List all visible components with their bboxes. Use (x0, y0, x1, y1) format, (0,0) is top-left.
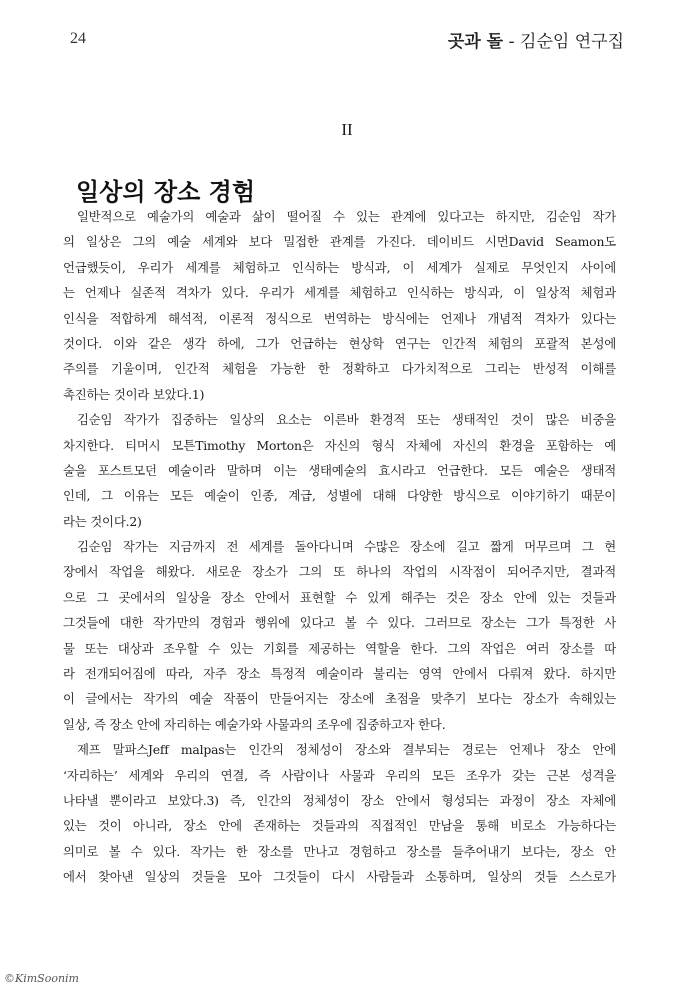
text-line: 나타낼 뿐이라고 보았다.3) 즉, 인간의 정체성이 장소 안에서 형성되는 과정이 장소 자체에 (63, 792, 616, 808)
page-number: 24 (70, 30, 86, 47)
text-line: 는 언제나 실존적 격차가 있다. 우리가 세계를 체험하고 인식하는 방식과, 이 일상적 체험과 (63, 285, 616, 301)
text-line: 에서 찾아낸 일상의 것들을 모아 그것들이 다시 사람들과 소통하며, 일상의 것들 스스로가 (63, 869, 616, 885)
text-line: 인데, 그 이유는 모든 예술이 인종, 계급, 성별에 대해 다양한 방식으로 이야기하기 때문이 (63, 488, 616, 504)
text-line: 김순임 작가가 집중하는 일상의 요소는 이른바 환경적 또는 생태적인 것이 많은 비중을 (77, 412, 616, 428)
text-line: 제프 말파스Jeff malpas는 인간의 정체성이 장소와 결부되는 경로는 언제나 장소 안에 (77, 742, 616, 758)
text-line: 라는 것이다.2) (63, 513, 142, 529)
text-line: 라 전개되어짐에 따라, 자주 장소 특정적 예술이라 불리는 영역 안에서 다뤄져 왔다. 하지만 (63, 666, 616, 682)
text-line: 촉진하는 것이라 보았다.1) (63, 386, 205, 402)
text-line: 장에서 작업을 해왔다. 새로운 장소가 그의 또 하나의 작업의 시작점이 되어주지만, 결과적 (63, 564, 616, 580)
text-line: 언급했듯이, 우리가 세계를 체험하고 인식하는 방식과, 이 세계가 실제로 무엇인지 사이에 (63, 259, 616, 275)
series-title: 곳과 돌 (447, 32, 504, 52)
text-line: 것이다. 이와 같은 생각 하에, 그가 언급하는 현상학 연구는 인간적 체험의 포괄적 본성에 (63, 335, 616, 351)
text-line: ‘자리하는’ 세계와 우리의 연결, 즉 사람이나 사물과 우리의 모든 조우가 갖는 근본 성격을 (63, 767, 616, 783)
text-line: 물 또는 대상과 조우할 수 있는 기회를 제공하는 역할을 한다. 그의 작업은 여러 장소를 따 (63, 640, 616, 656)
text-line: 의미로 볼 수 있다. 작가는 한 장소를 만나고 경험하고 장소를 들추어내기 보다는, 장소 안 (63, 843, 616, 859)
text-line: 이 글에서는 작가의 예술 작품이 만들어지는 장소에 초점을 맞추기 보다는 장소가 속해있는 (63, 691, 616, 707)
text-line: 의 일상은 그의 예술 세계와 보다 밀접한 관계를 가진다. 데이비드 시먼David Seamon도 (63, 234, 616, 250)
running-header (448, 27, 624, 52)
text-line: 인식을 적합하게 해석적, 이론적 정식으로 번역하는 방식에는 언제나 개념적 격차가 있다는 (63, 310, 616, 326)
chapter-title: 일상의 장소 경험 (76, 178, 255, 206)
text-line: 일반적으로 예술가의 예술과 삶이 떨어질 수 있는 관계에 있다고는 하지만, 김순임 작가 (77, 209, 616, 224)
text-line: 차지한다. 티머시 모튼Timothy Morton은 자신의 형식 자체에 자신의 환경을 포함하는 예 (63, 437, 616, 453)
text-line: 술을 포스트모던 예술이라 말하며 이는 생태예술의 효시라고 언급한다. 모든 예술은 생태적 (63, 462, 616, 478)
body-text (63, 204, 616, 890)
section-numeral: II (341, 120, 353, 139)
text-line: 그것들에 대한 작가만의 경험과 행위에 있다고 볼 수 있다. 그러므로 장소는 그가 특정한 사 (63, 615, 616, 631)
series-subtitle: - 김순임 연구집 (503, 32, 624, 52)
text-line: 김순임 작가는 지금까지 전 세계를 돌아다니며 수많은 장소에 길고 짧게 머무르며 그 현 (77, 539, 616, 555)
text-line: 일상, 즉 장소 안에 자리하는 예술가와 사물과의 조우에 집중하고자 한다. (63, 716, 446, 732)
text-line: 으로 그 곳에서의 일상을 장소 안에서 표현할 수 있게 해주는 것은 장소 안에 있는 것들과 (63, 589, 616, 605)
text-line: 있는 것이 아니라, 장소 안에 존재하는 것들과의 직접적인 만남을 통해 비로소 가능하다는 (63, 818, 616, 834)
copyright-watermark: ©KimSoonim (4, 972, 79, 985)
text-line: 주의를 기울이며, 인간적 체험을 가능한 한 정확하고 다가치적으로 그리는 반성적 이해를 (63, 361, 616, 377)
